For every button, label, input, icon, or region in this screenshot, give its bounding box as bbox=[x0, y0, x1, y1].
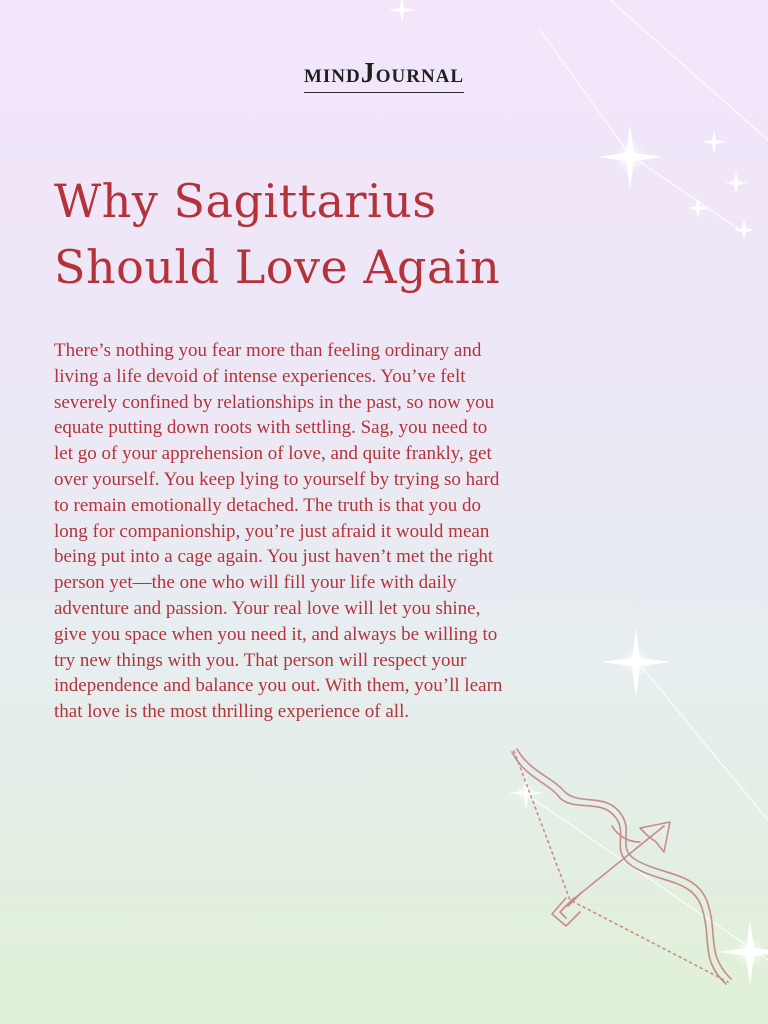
sparkle-icon bbox=[725, 172, 747, 194]
brand-part-1: MIND bbox=[303, 66, 361, 87]
brand-wordmark bbox=[304, 58, 464, 93]
body-paragraph: There’s nothing you fear more than feeling ordinary and living a life devoid of intense experiences. You’ve felt severely confined by relationships in the past, so now you equate putting down roots with settling. Sag, you need to let go of your apprehension of love, and quite frankly, get over yourself. You keep lying to yourself by trying so hard to remain emotionally detached. The truth is that you do long for companionship, you’re just afraid it would mean being put into a cage again. You just haven’t met the right person yet—the one who will fill your life with daily adventure and passion. Your real love will let you shine, give you space when you need it, and always be willing to try new things with you. That person will respect your independence and balance you out. With them, you’ll learn that love is the most thrilling experience of all. bbox=[54, 340, 503, 723]
constellation-lines bbox=[520, 0, 768, 960]
bow-and-arrow-icon bbox=[512, 749, 731, 984]
brand-logo bbox=[0, 58, 768, 93]
sparkle-icon bbox=[600, 628, 672, 698]
sparkle-icon bbox=[388, 0, 416, 22]
brand-part-3: OURNAL bbox=[375, 66, 465, 87]
sparkle-icon bbox=[598, 125, 662, 190]
brand-part-2: J bbox=[360, 58, 376, 89]
sparkle-icon bbox=[508, 775, 544, 811]
sparkle-icon bbox=[688, 198, 708, 218]
page-title bbox=[54, 168, 500, 300]
sparkle-icon bbox=[718, 920, 768, 986]
sparkle-icon bbox=[734, 220, 754, 240]
title-line-2: Should Love Again bbox=[54, 240, 501, 294]
title-line-1: Why Sagittarius bbox=[54, 174, 437, 228]
sparkle-icon bbox=[702, 130, 726, 154]
